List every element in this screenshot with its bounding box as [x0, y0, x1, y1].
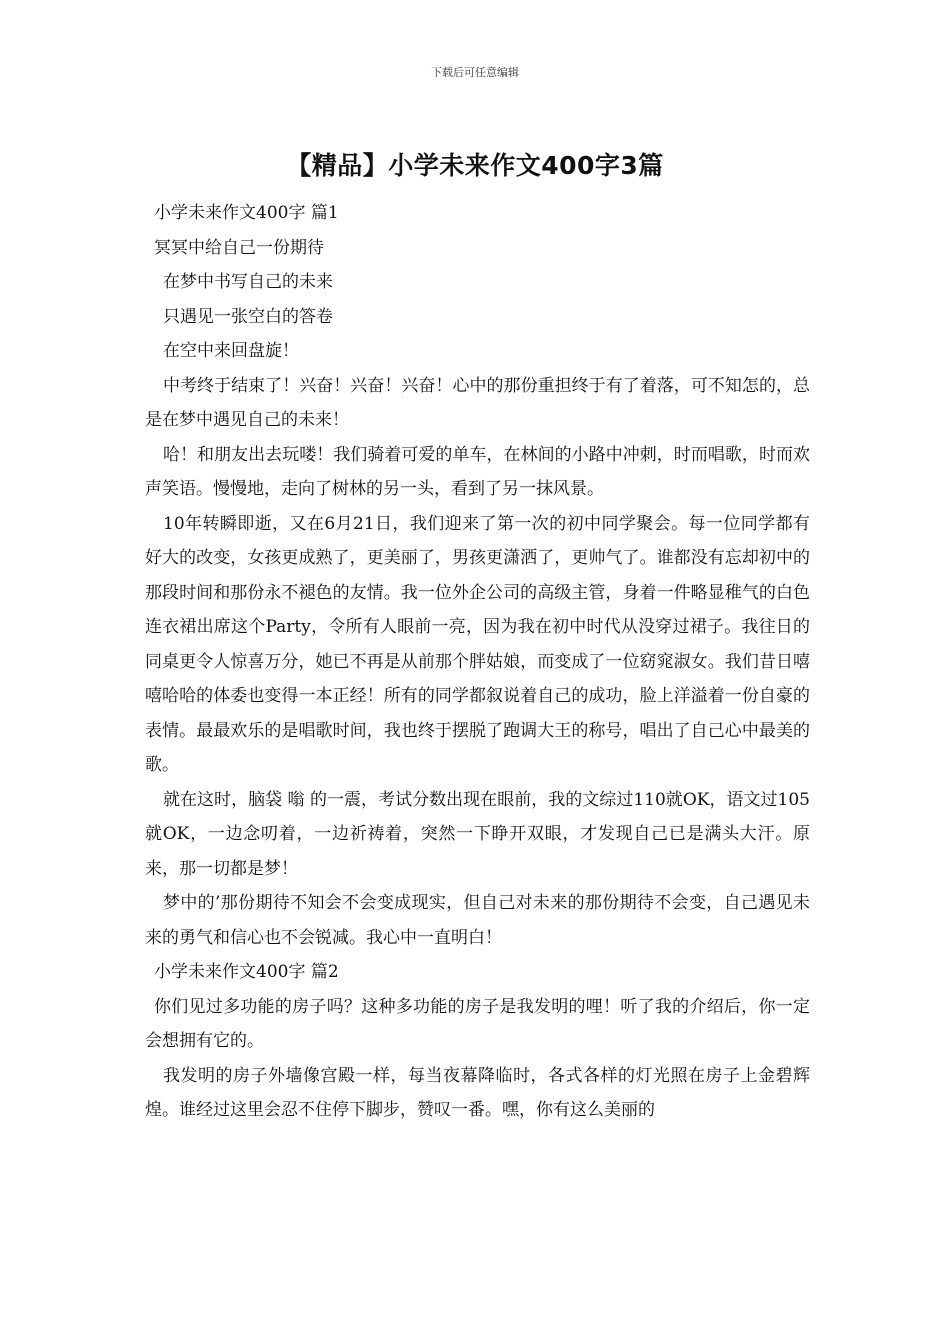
section-heading: 小学未来作文400字 篇1	[154, 203, 339, 223]
document-title: 【精品】小学未来作文400字3篇	[286, 151, 664, 180]
paragraph: 我发明的房子外墙像宫殿一样，每当夜幕降临时，各式各样的灯光照在房子上金碧辉煌。谁经过这里会忍不住停下脚步，赞叹一番。嘿，你有这么美丽的	[145, 1065, 810, 1120]
paragraph: 就在这时，脑袋 嗡 的一震，考试分数出现在眼前，我的文综过110就OK，语文过105就OK，一边念叨着，一边祈祷着，突然一下睁开双眼，才发现自己已是满头大汗。原来，那一切都是梦！	[145, 789, 810, 879]
paragraph: 哈！和朋友出去玩喽！我们骑着可爱的单车，在林间的小路中冲刺，时而唱歌，时而欢声笑语。慢慢地，走向了树林的另一头，看到了另一抹风景。	[145, 444, 810, 499]
paragraph: 你们见过多功能的房子吗？这种多功能的房子是我发明的哩！听了我的介绍后，你一定会想拥有它的。	[145, 996, 810, 1051]
verse-line: 冥冥中给自己一份期待	[154, 237, 324, 258]
document-body	[145, 196, 810, 1128]
verse-line: 在梦中书写自己的未来	[163, 272, 333, 292]
paragraph: 10年转瞬即逝，又在6月21日，我们迎来了第一次的初中同学聚会。每一位同学都有好大的改变，女孩更成熟了，更美丽了，男孩更潇洒了，更帅气了。谁都没有忘却初中的那段时间和那份永不褪色的友情。我一位外企公司的高级主管，身着一件略显稚气的白色连衣裙出席这个Party，令所有人眼前一亮，因为我在初中时代从没穿过裙子。我往日的同桌更令人惊喜万分，她已不再是从前那个胖姑娘，而变成了一位窈窕淑女。我们昔日嘻嘻哈哈的体委也变得一本正经！所有的同学都叙说着自己的成功，脸上洋溢着一份自豪的表情。最最欢乐的是唱歌时间，我也终于摆脱了跑调大王的称号，唱出了自己心中最美的歌。	[145, 513, 810, 775]
paragraph: 中考终于结束了！兴奋！兴奋！兴奋！心中的那份重担终于有了着落，可不知怎的，总是在梦中遇见自己的未来！	[145, 375, 810, 430]
paragraph: 梦中的’那份期待不知会不会变成现实，但自己对未来的那份期待不会变，自己遇见未来的勇气和信心也不会锐减。我心中一直明白！	[145, 893, 810, 948]
section-heading: 小学未来作文400字 篇2	[154, 962, 339, 982]
header-note: 下载后可任意编辑	[431, 66, 519, 79]
verse-line: 在空中来回盘旋！	[163, 341, 299, 361]
verse-line: 只遇见一张空白的答卷	[163, 306, 333, 327]
